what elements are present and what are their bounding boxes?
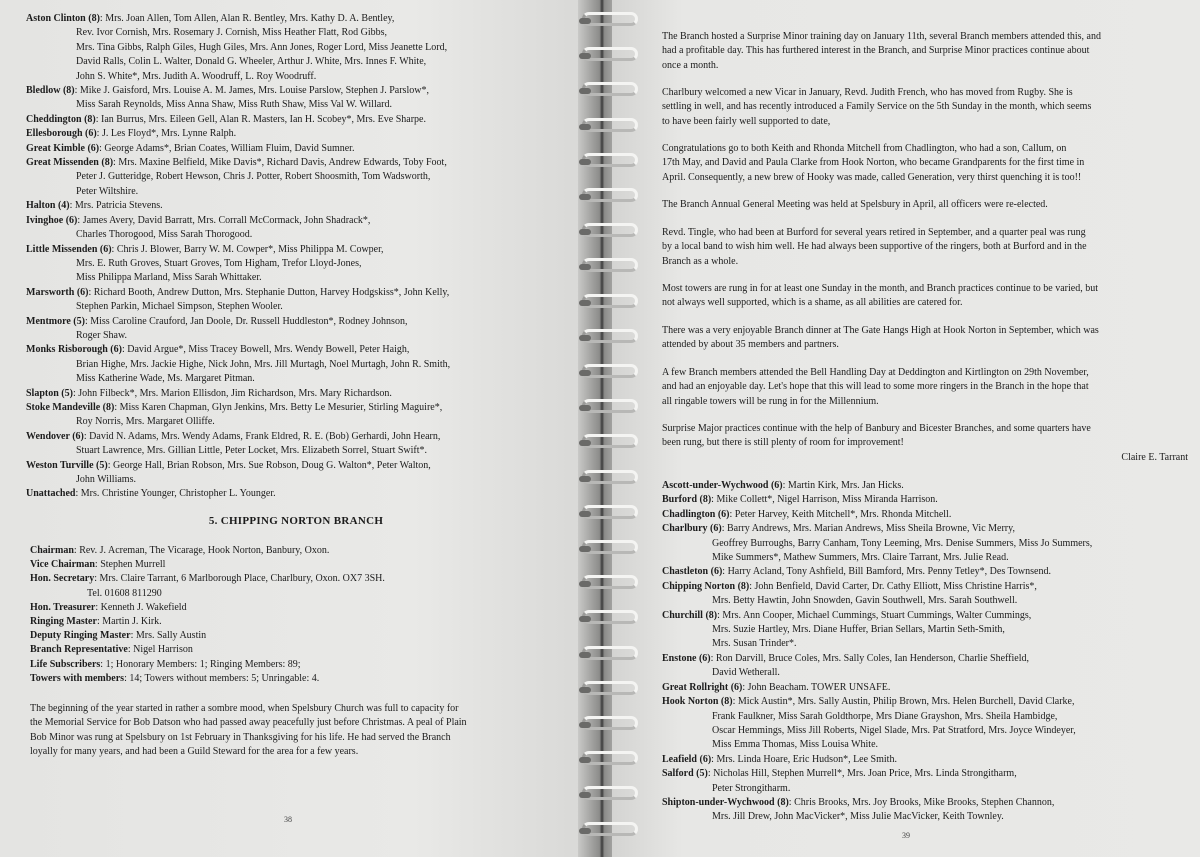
member-line — [26, 473, 571, 487]
tower-name: Cheddington (8) — [26, 113, 96, 125]
member-names: David Ralls, Colin L. Walter, Donald G. Wheeler, Arthur J. White, Mrs. Innes F. White, — [76, 56, 427, 68]
member-line: Great Rollright (6): John Beacham. TOWER UNSAFE. — [662, 681, 891, 693]
tower-entry — [662, 767, 1190, 796]
member-line: Halton (4): Mrs. Patricia Stevens. — [26, 200, 163, 212]
tower-name: Great Kimble (6) — [26, 142, 100, 154]
tower-entry — [662, 609, 1190, 652]
tower-entry — [26, 142, 571, 156]
member-line — [662, 738, 1190, 752]
tower-name: Halton (4) — [26, 200, 70, 212]
tower-entry — [26, 127, 571, 141]
member-names: Miss Philippa Marland, Miss Sarah Whittaker. — [76, 272, 262, 284]
member-line: Chastleton (6): Harry Acland, Tony Ashfield, Bill Bamford, Mrs. Penny Tetley*, Des Townsend. — [662, 566, 1051, 578]
tower-name: Weston Turville (5) — [26, 459, 108, 471]
tower-name: Charlbury (6) — [662, 523, 722, 535]
paragraph-line: Branch as a whole. — [662, 255, 739, 267]
binding-coil — [582, 681, 638, 695]
member-line — [26, 257, 571, 271]
tower-name: Monks Risborough (6) — [26, 344, 122, 356]
binding-coil — [582, 540, 638, 554]
member-line — [26, 329, 571, 343]
member-names: Miss Caroline Crauford, Jan Doole, Dr. Russell Huddleston*, Rodney Johnson, — [90, 315, 408, 327]
officer-label: Hon. Secretary — [30, 573, 95, 585]
member-line — [26, 70, 571, 84]
report-paragraph — [662, 282, 1188, 311]
binding-coil — [582, 153, 638, 167]
binding-coil — [582, 575, 638, 589]
paragraph-line: by a local band to wish him well. He had always been supportive of the ringers, both at Burford and in the — [662, 241, 1087, 253]
member-names: Peter Harvey, Keith Mitchell*, Mrs. Rhonda Mitchell. — [734, 508, 952, 520]
tower-entry — [662, 479, 1190, 493]
officer-value: Kenneth J. Wakefield — [100, 601, 187, 613]
tower-name: Churchill (8) — [662, 609, 718, 621]
member-line: Cheddington (8): Ian Burrus, Mrs. Eileen Gell, Alan R. Masters, Ian H. Scobey*, Mrs. Eve Sharpe. — [26, 113, 426, 125]
member-names: Mrs. Susan Trinder*. — [712, 638, 797, 650]
member-names: Stuart Lawrence, Mrs. Gillian Little, Peter Locket, Mrs. Elizabeth Sorrel, Stuart Swift*. — [76, 445, 428, 457]
paragraph-line: April. Consequently, a new brew of Hooky was made, called Generation, very thirst quenching it is too!! — [662, 171, 1082, 183]
officer-row: Chairman: Rev. J. Acreman, The Vicarage, Hook Norton, Banbury, Oxon. — [30, 545, 330, 556]
paragraph-line: Revd. Tingle, who had been at Burford for several years retired in September, and a quarter peal was rung — [662, 227, 1086, 238]
tower-name: Shipton-under-Wychwood (8) — [662, 796, 789, 808]
member-line: Wendover (6): David N. Adams, Mrs. Wendy Adams, Frank Eldred, R. E. (Bob) Gerhardi, John Hearn, — [26, 430, 441, 442]
tower-entry — [26, 84, 571, 113]
member-names: Miss Emma Thomas, Miss Louisa White. — [712, 739, 879, 751]
member-line — [26, 170, 571, 184]
tower-name: Chastleton (6) — [662, 566, 723, 578]
member-line — [662, 782, 1190, 796]
member-names: Mike Summers*, Mathew Summers, Mrs. Claire Tarrant, Mrs. Julie Read. — [712, 552, 1009, 564]
tower-name: Ascott-under-Wychwood (6) — [662, 480, 783, 491]
tower-entry — [26, 315, 571, 344]
member-names: Mike Collett*, Nigel Harrison, Miss Miranda Harrison. — [716, 494, 938, 506]
report-paragraph — [662, 30, 1188, 73]
tower-name: Great Missenden (8) — [26, 157, 114, 169]
binding-coil — [582, 399, 638, 413]
binding-coil — [582, 223, 638, 237]
binding-coil — [582, 258, 638, 272]
officer-label: Hon. Treasurer — [30, 601, 96, 613]
member-names: Mrs. Linda Hoare, Eric Hudson*, Lee Smith. — [716, 753, 897, 765]
tower-name: Ivinghoe (6) — [26, 214, 78, 226]
paragraph-line: had a profitable day. This has furthered interest in the Branch, and Surprise Minor practices continue about — [662, 45, 1090, 57]
member-names: Barry Andrews, Mrs. Marian Andrews, Miss Sheila Browne, Vic Merry, — [727, 523, 1015, 535]
report-paragraph — [662, 86, 1188, 129]
tower-members-list — [26, 12, 571, 502]
officer-label: Vice Chairman — [30, 559, 95, 571]
officer-value: Rev. J. Acreman, The Vicarage, Hook Norton, Banbury, Oxon. — [79, 545, 330, 556]
paragraph-line: The beginning of the year started in rather a sombre mood, when Spelsbury Church was full to capacity for — [30, 703, 459, 714]
tower-entry — [26, 243, 571, 286]
member-names: Peter J. Gutteridge, Robert Hewson, Chris J. Potter, Robert Shoosmith, Tom Wadsworth, — [76, 171, 431, 183]
binding-coil — [582, 786, 638, 800]
paragraph-line: settling in well, and has recently introduced a Family Service on the 5th Sunday in the month, which seems — [662, 101, 1092, 113]
member-names: Mrs. Tina Gibbs, Ralph Giles, Hugh Giles, Mrs. Ann Jones, Roger Lord, Miss Jeanette Lord, — [76, 41, 448, 53]
paragraph-line: Surprise Major practices continue with the help of Banbury and Bicester Branches, and some quarters have — [662, 423, 1091, 434]
member-names: Nicholas Hill, Stephen Murrell*, Mrs. Joan Price, Mrs. Linda Strongitharm, — [713, 768, 1017, 780]
member-line: Chipping Norton (8): John Benfield, David Carter, Dr. Cathy Elliott, Miss Christine Harris*, — [662, 580, 1037, 592]
page-number: 38 — [284, 815, 292, 824]
tower-entry — [662, 493, 1190, 507]
paragraph-line: been rung, but there is still plenty of room for improvement! — [662, 437, 904, 449]
member-line: Unattached: Mrs. Christine Younger, Christopher L. Younger. — [26, 488, 276, 500]
member-names: Peter Wiltshire. — [76, 185, 139, 197]
member-line — [26, 55, 571, 69]
member-names: Mike J. Gaisford, Mrs. Louise A. M. James, Mrs. Louise Parslow, Stephen J. Parslow*, — [79, 85, 429, 97]
officer-row: Deputy Ringing Master: Mrs. Sally Austin — [30, 630, 207, 642]
tower-name: Great Rollright (6) — [662, 681, 743, 693]
tower-members-list — [662, 479, 1190, 825]
opening-paragraph — [30, 702, 558, 759]
officer-row: Branch Representative: Nigel Harrison — [30, 644, 193, 656]
member-names: George Hall, Brian Robson, Mrs. Sue Robson, Doug G. Walton*, Peter Walton, — [112, 459, 431, 471]
officer-value: Stephen Murrell — [100, 559, 166, 571]
member-names: Miss Karen Chapman, Glyn Jenkins, Mrs. Betty Le Mesurier, Stirling Maguire*, — [119, 401, 443, 413]
tower-entry — [26, 113, 571, 127]
member-names: Rev. Ivor Cornish, Mrs. Rosemary J. Cornish, Miss Heather Flatt, Rod Gibbs, — [76, 27, 388, 39]
member-line — [26, 26, 571, 40]
tower-entry — [662, 796, 1190, 825]
member-line — [662, 551, 1190, 565]
member-line — [662, 623, 1190, 637]
member-names: Mrs. Betty Hawtin, John Snowden, Gavin Southwell, Mrs. Sarah Southwell. — [712, 595, 1018, 607]
officer-label: Towers with members — [30, 672, 125, 684]
tower-name: Hook Norton (8) — [662, 696, 733, 708]
tower-name: Chadlington (6) — [662, 508, 730, 520]
member-line — [26, 41, 571, 55]
branch-officers — [30, 544, 570, 686]
member-names: Mrs. Ann Cooper, Michael Cummings, Stuart Cummings, Walter Cummings, — [722, 609, 1032, 621]
tower-entry — [26, 387, 571, 401]
officer-label: Life Subscribers — [30, 658, 101, 670]
member-line: Monks Risborough (6): David Argue*, Miss Tracey Bowell, Mrs. Wendy Bowell, Peter Haigh, — [26, 344, 410, 356]
member-line — [662, 710, 1190, 724]
officer-row: Life Subscribers: 1; Honorary Members: 1; Ringing Members: 89; — [30, 658, 301, 670]
member-names: John Benfield, David Carter, Dr. Cathy Elliott, Miss Christine Harris*, — [754, 580, 1037, 592]
binding-coil — [582, 610, 638, 624]
member-line: Hook Norton (8): Mick Austin*, Mrs. Sally Austin, Philip Brown, Mrs. Helen Burchell, David Clarke, — [662, 696, 1075, 708]
member-names: John S. White*, Mrs. Judith A. Woodruff, L. Roy Woodruff. — [76, 70, 317, 82]
member-names: John Beacham. TOWER UNSAFE. — [747, 681, 891, 693]
member-names: Oscar Hemmings, Miss Jill Roberts, Nigel Slade, Mrs. Pat Stratford, Mrs. Joyce Windeyer, — [712, 724, 1076, 736]
member-line: Slapton (5): John Filbeck*, Mrs. Marion Ellisdon, Jim Richardson, Mrs. Mary Richardson. — [26, 387, 392, 399]
member-names: Chris Brooks, Mrs. Joy Brooks, Mike Brooks, Stephen Channon, — [794, 796, 1055, 808]
tower-name: Unattached — [26, 488, 76, 500]
member-names: Mrs. E. Ruth Groves, Stuart Groves, Tom Higham, Trefor Lloyd-Jones, — [76, 257, 362, 269]
tower-name: Salford (5) — [662, 768, 708, 780]
binding-coil — [582, 188, 638, 202]
officer-row: Ringing Master: Martin J. Kirk. — [30, 616, 162, 628]
member-line — [662, 810, 1190, 824]
report-paragraph — [662, 142, 1188, 185]
officer-row: Vice Chairman: Stephen Murrell — [30, 559, 166, 571]
member-names: George Adams*, Brian Coates, William Fluim, David Sumner. — [104, 142, 355, 154]
member-names: Mrs. Christine Younger, Christopher L. Younger. — [80, 488, 276, 500]
tower-name: Marsworth (6) — [26, 286, 89, 298]
member-names: J. Les Floyd*, Mrs. Lynne Ralph. — [101, 128, 237, 140]
member-line — [26, 185, 571, 199]
binding-coil — [582, 822, 638, 836]
member-names: Harry Acland, Tony Ashfield, Bill Bamford, Mrs. Penny Tetley*, Des Townsend. — [727, 566, 1051, 578]
tower-name: Wendover (6) — [26, 430, 84, 442]
member-names: Roy Norris, Mrs. Margaret Olliffe. — [76, 416, 215, 428]
member-names: Mrs. Jill Drew, John MacVicker*, Miss Julie MacVicker, Keith Townley. — [712, 811, 1004, 823]
officer-label: Ringing Master — [30, 616, 97, 628]
member-line — [662, 724, 1190, 738]
paragraph-line: the Memorial Service for Bob Datson who had passed away peacefully just before Christmas. A peal of Plain — [30, 717, 467, 729]
officer-value: 1; Honorary Members: 1; Ringing Members: 89; — [105, 658, 301, 670]
member-names: David Wetherall. — [712, 667, 780, 679]
officer-value: Martin J. Kirk. — [102, 616, 162, 628]
member-names: Martin Kirk, Mrs. Jan Hicks. — [787, 480, 904, 491]
officer-value: 14; Towers without members: 5; Unringable: 4. — [129, 672, 320, 684]
member-line: Stoke Mandeville (8): Miss Karen Chapman, Glyn Jenkins, Mrs. Betty Le Mesurier, Stirling Maguire*, — [26, 401, 443, 413]
member-names: Chris J. Blower, Barry W. M. Cowper*, Miss Philippa M. Cowper, — [116, 243, 384, 255]
member-line — [26, 415, 571, 429]
branch-title: 5. CHIPPING NORTON BRANCH — [208, 515, 384, 527]
member-line — [26, 372, 571, 386]
paragraph-line: to have been fairly well supported to date, — [662, 115, 831, 127]
binding-coil — [582, 118, 638, 132]
member-names: David Argue*, Miss Tracey Bowell, Mrs. Wendy Bowell, Peter Haigh, — [127, 344, 410, 356]
tower-entry — [26, 214, 571, 243]
officer-label: Chairman — [30, 545, 74, 556]
member-names: Ron Darvill, Bruce Coles, Mrs. Sally Coles, Ian Henderson, Charlie Sheffield, — [715, 652, 1030, 664]
tower-name: Leafield (6) — [662, 753, 712, 765]
officer-row: Hon. Secretary: Mrs. Claire Tarrant, 6 Marlborough Place, Charlbury, Oxon. OX7 3SH. — [30, 573, 385, 585]
officer-label: Branch Representative — [30, 644, 128, 656]
left-page — [0, 0, 592, 857]
officer-value: Mrs. Sally Austin — [135, 630, 207, 642]
binding-coil — [582, 751, 638, 765]
officer-value: Mrs. Claire Tarrant, 6 Marlborough Place, Charlbury, Oxon. OX7 3SH. — [99, 573, 385, 585]
officer-row: Hon. Treasurer: Kenneth J. Wakefield — [30, 601, 187, 613]
member-names: Peter Strongitharm. — [712, 782, 791, 794]
paragraph-line: attended by about 35 members and partners. — [662, 339, 839, 351]
member-names: Brian Highe, Mrs. Jackie Highe, Nick John, Mrs. Jill Murtagh, Noel Murtagh, John R. Smith, — [76, 358, 451, 370]
member-line: Shipton-under-Wychwood (8): Chris Brooks, Mrs. Joy Brooks, Mike Brooks, Stephen Channon, — [662, 796, 1055, 808]
tower-entry — [662, 753, 1190, 767]
tower-entry — [26, 459, 571, 488]
paragraph-line: loyally for many years, and had been a Guild Steward for the area for a few years. — [30, 745, 359, 757]
officer-row: Towers with members: 14; Towers without members: 5; Unringable: 4. — [30, 672, 320, 684]
member-line: Churchill (8): Mrs. Ann Cooper, Michael Cummings, Stuart Cummings, Walter Cummings, — [662, 609, 1032, 621]
member-names: Stephen Parkin, Michael Simpson, Stephen Wooler. — [76, 301, 283, 313]
member-line — [26, 228, 571, 242]
tower-entry — [662, 565, 1190, 579]
paragraph-line: not always well supported, which is a shame, as all abilities are catered for. — [662, 297, 963, 309]
tower-name: Aston Clinton (8) — [26, 13, 100, 24]
member-line: Ivinghoe (6): James Avery, David Barratt, Mrs. Corrall McCormack, John Shadrack*, — [26, 214, 371, 226]
tower-entry — [26, 430, 571, 459]
member-names: Ian Burrus, Mrs. Eileen Gell, Alan R. Masters, Ian H. Scobey*, Mrs. Eve Sharpe. — [101, 113, 426, 125]
member-names: Richard Booth, Andrew Dutton, Mrs. Stephanie Dutton, Harvey Hodgskiss*, John Kelly, — [93, 286, 450, 298]
paragraph-line: and had an enjoyable day. Let's hope that this will lead to some more ringers in the Branch in the hope that — [662, 381, 1089, 393]
report-paragraph — [662, 324, 1188, 353]
member-names: John Williams. — [76, 474, 136, 485]
member-line — [662, 537, 1190, 551]
member-line: Ascott-under-Wychwood (6): Martin Kirk, Mrs. Jan Hicks. — [662, 480, 904, 491]
member-line: Leafield (6): Mrs. Linda Hoare, Eric Hudson*, Lee Smith. — [662, 753, 897, 765]
binding-coil — [582, 329, 638, 343]
member-line — [26, 98, 571, 112]
paragraph-line: There was a very enjoyable Branch dinner at The Gate Hangs High at Hook Norton in September, which was — [662, 325, 1099, 336]
report-paragraph — [662, 422, 1188, 451]
tower-name: Little Missenden (6) — [26, 243, 112, 255]
tower-name: Burford (8) — [662, 494, 712, 506]
binding-coil — [582, 12, 638, 26]
member-line: Aston Clinton (8): Mrs. Joan Allen, Tom Allen, Alan R. Bentley, Mrs. Kathy D. A. Bentley, — [26, 13, 395, 24]
binding-coil — [582, 646, 638, 660]
binding-coil — [582, 47, 638, 61]
member-line — [26, 300, 571, 314]
tower-name: Slapton (5) — [26, 387, 73, 399]
member-names: Mrs. Patricia Stevens. — [74, 200, 163, 212]
member-names: Geoffrey Burroughs, Barry Canham, Tony Leeming, Mrs. Denise Summers, Miss Jo Summers, — [712, 537, 1093, 549]
tower-entry — [662, 681, 1190, 695]
tower-entry — [662, 508, 1190, 522]
tower-entry — [662, 695, 1190, 753]
member-names: David N. Adams, Mrs. Wendy Adams, Frank Eldred, R. E. (Bob) Gerhardi, John Hearn, — [89, 430, 441, 442]
tower-entry — [662, 522, 1190, 565]
member-names: Miss Katherine Wade, Ms. Margaret Pitman. — [76, 373, 255, 385]
tower-entry — [26, 12, 571, 84]
paragraph-line: 17th May, and David and Paula Clarke from Hook Norton, who became Grandparents for the first time in — [662, 157, 1085, 169]
officer-row — [30, 587, 570, 601]
member-line: Marsworth (6): Richard Booth, Andrew Dutton, Mrs. Stephanie Dutton, Harvey Hodgskiss*, John Kelly, — [26, 286, 450, 298]
member-names: Charles Thorogood, Miss Sarah Thorogood. — [76, 229, 253, 241]
member-line: Charlbury (6): Barry Andrews, Mrs. Marian Andrews, Miss Sheila Browne, Vic Merry, — [662, 523, 1015, 535]
binding-coil — [582, 364, 638, 378]
tower-entry — [26, 487, 571, 501]
report-paragraph — [662, 366, 1188, 409]
binding-coil — [582, 294, 638, 308]
paragraph-line: A few Branch members attended the Bell Handling Day at Deddington and Kirtlington on 29th November, — [662, 367, 1089, 378]
paragraph-line: Most towers are rung in for at least one Sunday in the month, and Branch practices continue to be varied, but — [662, 283, 1098, 294]
member-line: Salford (5): Nicholas Hill, Stephen Murrell*, Mrs. Joan Price, Mrs. Linda Strongitharm, — [662, 768, 1017, 780]
member-line: Burford (8): Mike Collett*, Nigel Harrison, Miss Miranda Harrison. — [662, 494, 938, 506]
member-names: Mrs. Suzie Hartley, Mrs. Diane Huffer, Brian Sellars, Martin Seth-Smith, — [712, 624, 1005, 636]
member-line: Great Missenden (8): Mrs. Maxine Belfield, Mike Davis*, Richard Davis, Andrew Edwards, Toby Foot, — [26, 157, 447, 169]
tower-name: Chipping Norton (8) — [662, 580, 750, 592]
report-paragraph — [662, 198, 1188, 212]
tower-entry — [26, 401, 571, 430]
member-line — [26, 358, 571, 372]
tower-name: Stoke Mandeville (8) — [26, 401, 115, 413]
tower-name: Ellesborough (6) — [26, 128, 97, 140]
report-paragraph — [662, 226, 1188, 269]
member-line: Ellesborough (6): J. Les Floyd*, Mrs. Lynne Ralph. — [26, 128, 237, 140]
member-line — [26, 444, 571, 458]
member-names: Miss Sarah Reynolds, Miss Anna Shaw, Miss Ruth Shaw, Miss Val W. Willard. — [76, 99, 393, 111]
member-names: John Filbeck*, Mrs. Marion Ellisdon, Jim Richardson, Mrs. Mary Richardson. — [78, 387, 392, 399]
tower-name: Mentmore (5) — [26, 315, 85, 327]
member-names: Mrs. Maxine Belfield, Mike Davis*, Richard Davis, Andrew Edwards, Toby Foot, — [118, 157, 447, 169]
binding-coil — [582, 434, 638, 448]
binding-coil — [582, 82, 638, 96]
tower-name: Bledlow (8) — [26, 85, 75, 97]
member-line: Mentmore (5): Miss Caroline Crauford, Jan Doole, Dr. Russell Huddleston*, Rodney Johnson, — [26, 315, 408, 327]
signature: Claire E. Tarrant — [1121, 452, 1188, 463]
paragraph-line: Bob Minor was rung at Spelsbury on 1st February in Thanksgiving for his life. He had served the Branch — [30, 731, 451, 743]
member-names: James Avery, David Barratt, Mrs. Corrall McCormack, John Shadrack*, — [82, 214, 371, 226]
officer-value: Nigel Harrison — [133, 644, 193, 656]
member-names: Frank Faulkner, Miss Sarah Goldthorpe, Mrs Diane Grayshon, Mrs. Sheila Hambidge, — [712, 710, 1058, 722]
member-line — [26, 271, 571, 285]
member-names: Mrs. Joan Allen, Tom Allen, Alan R. Bentley, Mrs. Kathy D. A. Bentley, — [105, 13, 395, 24]
binding-coil — [582, 470, 638, 484]
officer-value: Tel. 01608 811290 — [87, 587, 162, 599]
paragraph-line: all ringable towers will be rung in for the Millennium. — [662, 395, 879, 407]
member-names: Roger Shaw. — [76, 329, 128, 341]
member-line: Bledlow (8): Mike J. Gaisford, Mrs. Louise A. M. James, Mrs. Louise Parslow, Stephen J. Parslow*, — [26, 85, 429, 97]
paragraph-line: The Branch Annual General Meeting was held at Spelsbury in April, all officers were re-elected. — [662, 199, 1048, 210]
member-line — [662, 594, 1190, 608]
officer-label: Deputy Ringing Master — [30, 630, 131, 642]
binding-coil — [582, 505, 638, 519]
paragraph-line: once a month. — [662, 59, 719, 71]
member-line: Great Kimble (6): George Adams*, Brian Coates, William Fluim, David Sumner. — [26, 142, 355, 154]
tower-entry — [26, 343, 571, 386]
paragraph-line: Congratulations go to both Keith and Rhonda Mitchell from Chadlington, who had a son, Callum, on — [662, 143, 1067, 154]
tower-entry — [662, 652, 1190, 681]
tower-entry — [662, 580, 1190, 609]
member-line: Chadlington (6): Peter Harvey, Keith Mitchell*, Mrs. Rhonda Mitchell. — [662, 508, 952, 520]
paragraph-line: Charlbury welcomed a new Vicar in January, Revd. Judith French, who has moved from Rugby. She is — [662, 87, 1073, 98]
tower-name: Enstone (6) — [662, 652, 711, 664]
member-line: Weston Turville (5): George Hall, Brian Robson, Mrs. Sue Robson, Doug G. Walton*, Peter Walton, — [26, 459, 431, 471]
member-line: Enstone (6): Ron Darvill, Bruce Coles, Mrs. Sally Coles, Ian Henderson, Charlie Sheffield, — [662, 652, 1030, 664]
right-page — [612, 0, 1200, 857]
page-number: 39 — [902, 831, 910, 840]
paragraph-line: The Branch hosted a Surprise Minor training day on January 11th, several Branch members attended this, and — [662, 31, 1101, 42]
tower-entry — [26, 286, 571, 315]
member-line — [662, 637, 1190, 651]
member-names: Mick Austin*, Mrs. Sally Austin, Philip Brown, Mrs. Helen Burchell, David Clarke, — [737, 696, 1075, 708]
member-line — [662, 666, 1190, 680]
tower-entry — [26, 199, 571, 213]
tower-entry — [26, 156, 571, 199]
member-line: Little Missenden (6): Chris J. Blower, Barry W. M. Cowper*, Miss Philippa M. Cowper, — [26, 243, 384, 255]
binding-coil — [582, 716, 638, 730]
